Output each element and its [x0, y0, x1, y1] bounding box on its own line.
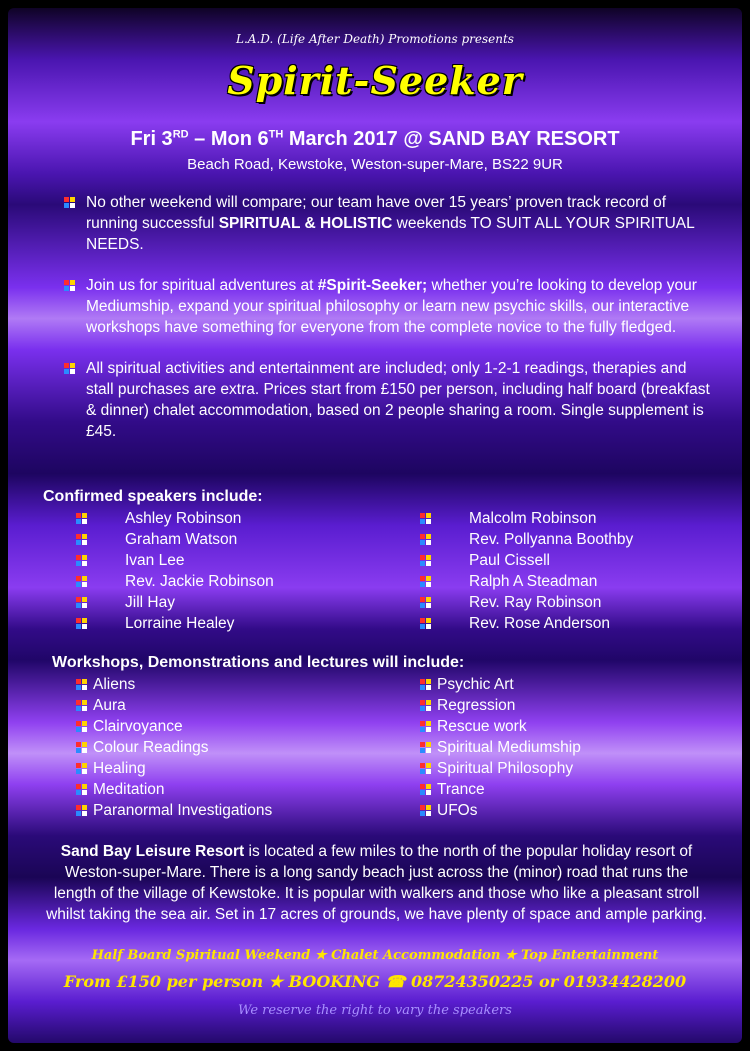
list-item: [76, 613, 274, 634]
resort-name: Sand Bay Leisure Resort: [60, 843, 245, 860]
list-item-label: Aura: [93, 697, 126, 714]
list-item: [420, 674, 581, 695]
speakers-list-right: [420, 508, 633, 634]
list-item: [420, 737, 581, 758]
list-item: [76, 529, 274, 550]
bullet-icon: [420, 700, 431, 711]
bullet-icon: [64, 280, 75, 291]
bullet-text: Join us for spiritual adventures at: [86, 277, 318, 294]
bullet-icon: [420, 618, 431, 629]
info-bullets: [64, 192, 714, 462]
list-item: [420, 529, 633, 550]
list-item-label: Colour Readings: [93, 739, 209, 756]
bullet-icon: [76, 700, 87, 711]
list-item: [76, 550, 274, 571]
venue-address: Beach Road, Kewstoke, Weston-super-Mare, BS22 9UR: [187, 156, 563, 173]
list-item-label: Rescue work: [437, 718, 527, 735]
list-item-label: Rev. Ray Robinson: [469, 594, 602, 611]
list-item: [420, 716, 581, 737]
resort-text: is located a few miles to the north of the popular holiday resort of Weston-super-Mare. There is a long sandy beach just across the (minor) road that runs the length of the village of Kewstoke. It is popular with walkers and those who like a pleasant stroll whilst taking the sea air. Set in 17 acres of grounds, we have plenty of space and ample parking.: [46, 843, 707, 923]
list-item: [76, 674, 272, 695]
list-item: [76, 592, 274, 613]
list-item: [76, 779, 272, 800]
bullet-icon: [76, 721, 87, 732]
bullet-icon: [420, 555, 431, 566]
info-bullet: [64, 275, 714, 338]
list-item: [76, 571, 274, 592]
bullet-icon: [420, 513, 431, 524]
list-item: [420, 571, 633, 592]
dates-start: Fri 3: [130, 128, 173, 150]
list-item: [76, 800, 272, 821]
event-dates: [8, 128, 742, 151]
bullet-icon: [76, 805, 87, 816]
list-item: [420, 550, 633, 571]
list-item-label: Aliens: [93, 676, 136, 693]
workshops-heading: Workshops, Demonstrations and lectures will include:: [52, 654, 465, 671]
tagline: Half Board Spiritual Weekend ★ Chalet Accommodation ★ Top Entertainment: [91, 948, 659, 963]
bullet-text: weekends TO SUIT ALL YOUR SPIRITUAL NEEDS.: [86, 215, 695, 253]
dates-sup-start: RD: [172, 128, 189, 141]
dates-end: March 2017 @ SAND BAY RESORT: [283, 128, 620, 150]
bullet-icon: [64, 197, 75, 208]
list-item-label: Rev. Jackie Robinson: [125, 573, 274, 590]
list-item-label: Ivan Lee: [125, 552, 185, 569]
list-item-label: Graham Watson: [125, 531, 238, 548]
bullet-icon: [76, 534, 87, 545]
bullet-icon: [76, 763, 87, 774]
list-item: [76, 716, 272, 737]
list-item: [420, 613, 633, 634]
bullet-icon: [420, 784, 431, 795]
info-bullet: [64, 192, 714, 255]
bullet-icon: [420, 597, 431, 608]
list-item-label: Paranormal Investigations: [93, 802, 273, 819]
dates-mid: – Mon 6: [188, 128, 269, 150]
bullet-icon: [76, 597, 87, 608]
list-item: [76, 695, 272, 716]
list-item: [420, 592, 633, 613]
list-item-label: Jill Hay: [125, 594, 175, 611]
bullet-icon: [420, 679, 431, 690]
list-item: [420, 758, 581, 779]
list-item-label: Ralph A Steadman: [469, 573, 598, 590]
list-item: [76, 737, 272, 758]
list-item-label: Paul Cissell: [469, 552, 550, 569]
disclaimer: We reserve the right to vary the speakers: [238, 1003, 512, 1018]
list-item-label: Psychic Art: [437, 676, 514, 693]
speakers-list-left: [76, 508, 274, 634]
bullet-text: whether you’re looking to develop your Mediumship, expand your spiritual philosophy or learn new psychic skills, our interactive workshops have something for everyone from the complete novice to the fully fledged.: [86, 277, 697, 336]
list-item-label: Malcolm Robinson: [469, 510, 597, 527]
bullet-icon: [420, 721, 431, 732]
workshops-list-right: [420, 674, 581, 821]
list-item-label: Lorraine Healey: [125, 615, 235, 632]
bullet-icon: [420, 763, 431, 774]
list-item-label: Spiritual Philosophy: [437, 760, 574, 777]
bullet-icon: [76, 679, 87, 690]
list-item: [420, 695, 581, 716]
list-item: [420, 508, 633, 529]
bullet-icon: [76, 576, 87, 587]
bullet-bold: SPIRITUAL & HOLISTIC: [218, 215, 393, 232]
resort-description: [44, 841, 709, 925]
list-item-label: Healing: [93, 760, 146, 777]
list-item: [76, 508, 274, 529]
bullet-icon: [76, 513, 87, 524]
bullet-icon: [420, 576, 431, 587]
list-item-label: Clairvoyance: [93, 718, 183, 735]
bullet-icon: [420, 742, 431, 753]
list-item-label: Rev. Rose Anderson: [469, 615, 611, 632]
bullet-icon: [76, 742, 87, 753]
dates-sup-end: TH: [268, 128, 284, 141]
list-item: [420, 800, 581, 821]
bullet-icon: [76, 618, 87, 629]
list-item: [76, 758, 272, 779]
bullet-icon: [76, 784, 87, 795]
info-bullet: [64, 358, 714, 442]
list-item: [420, 779, 581, 800]
bullet-icon: [420, 534, 431, 545]
list-item-label: Rev. Pollyanna Boothby: [469, 531, 634, 548]
intro-line: L.A.D. (Life After Death) Promotions presents: [236, 32, 514, 46]
list-item-label: Regression: [437, 697, 516, 714]
bullet-icon: [420, 805, 431, 816]
bullet-text: All spiritual activities and entertainment are included; only 1-2-1 readings, therapies and stall purchases are extra. Prices start from £150 per person, including half board (breakfast & dinner) chalet accommodation, based on 2 people sharing a room. Single supplement is £45.: [86, 360, 710, 440]
event-title: Spirit-Seeker: [227, 58, 523, 103]
list-item-label: Spiritual Mediumship: [437, 739, 581, 756]
bullet-text: No other weekend will compare; our team have over 15 years’ proven track record of running successful: [86, 194, 667, 232]
price-booking-line: From £150 per person ★ BOOKING ☎ 08724350225 or 01934428200: [63, 972, 687, 991]
bullet-bold: #Spirit-Seeker;: [317, 277, 428, 294]
workshops-list-left: [76, 674, 272, 821]
flyer-page: [8, 8, 742, 1043]
list-item-label: Ashley Robinson: [125, 510, 242, 527]
list-item-label: UFOs: [437, 802, 478, 819]
list-item-label: Trance: [437, 781, 485, 798]
bullet-icon: [64, 363, 75, 374]
list-item-label: Meditation: [93, 781, 165, 798]
speakers-heading: Confirmed speakers include:: [43, 488, 263, 505]
bullet-icon: [76, 555, 87, 566]
